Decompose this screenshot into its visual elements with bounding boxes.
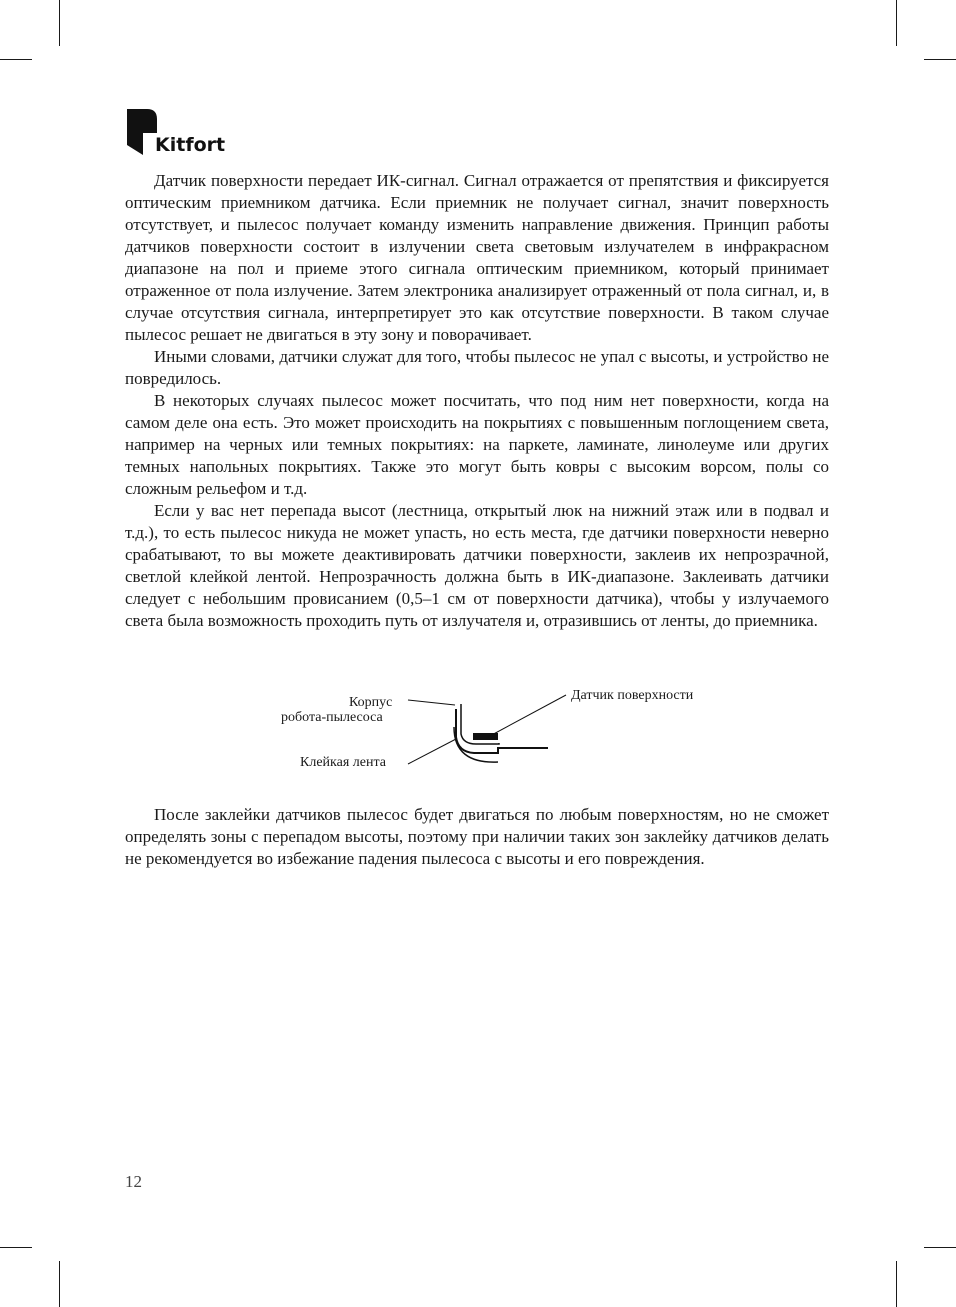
brand-logo bbox=[125, 107, 235, 157]
brand-name: Kitfort bbox=[155, 134, 226, 156]
body-text bbox=[125, 170, 829, 632]
label-sensor: Датчик поверхности bbox=[571, 688, 694, 703]
paragraph: В некоторых случаях пылесос может посчитать, что под ним нет поверхности, когда на самом деле она есть. Это может происходить на покрытиях с повышенным поглощением света, например на черных или темных покрытиях: на паркете, ламинате, линолеуме или других темных напольных покрытиях. Также это могут быть ковры с высоким ворсом, полы со сложным рельефом и т.д. bbox=[125, 391, 829, 498]
label-body-line1: Корпус bbox=[349, 695, 393, 710]
crop-mark bbox=[896, 0, 897, 46]
crop-mark bbox=[59, 0, 60, 46]
crop-mark bbox=[0, 59, 32, 60]
crop-mark bbox=[896, 1261, 897, 1307]
paragraph: Если у вас нет перепада высот (лестница, открытый люк на нижний этаж или в подвал и т.д.), то есть пылесос никуда не может упасть, но есть места, где датчики поверхности неверно срабатывают, то вы можете деактивировать датчики поверхности, заклеив их непрозрачной, светлой клейкой лентой. Непрозрачность должна быть в ИК-диапазоне. Заклеивать датчики следует с небольшим провисанием (0,5–1 см от поверхности датчика), чтобы у излучаемого света была возможность проходить путь от излучателя и, отразившись от ленты, до приемника. bbox=[125, 501, 829, 630]
crop-mark bbox=[0, 1247, 32, 1248]
kitfort-logo-icon bbox=[125, 107, 159, 157]
body-text-after bbox=[125, 804, 829, 870]
page-number: 12 bbox=[125, 1172, 142, 1191]
sensor-diagram bbox=[270, 682, 730, 792]
crop-mark bbox=[59, 1261, 60, 1307]
label-body-line2: робота-пылесоса bbox=[281, 710, 383, 725]
paragraph: Иными словами, датчики служат для того, чтобы пылесос не упал с высоты, и устройство не повредилось. bbox=[125, 347, 829, 388]
paragraph: После заклейки датчиков пылесос будет двигаться по любым поверхностям, но не сможет определять зоны с перепадом высоты, поэтому при наличии таких зон заклейку датчиков делать не рекомендуется во избежание падения пылесоса с высоты и его повреждения. bbox=[125, 805, 829, 868]
crop-mark bbox=[924, 59, 956, 60]
crop-mark bbox=[924, 1247, 956, 1248]
paragraph: Датчик поверхности передает ИК-сигнал. Сигнал отражается от препятствия и фиксируется оптическим приемником датчика. Если приемник не получает сигнал, значит поверхность отсутствует, и пылесос получает команду изменить направление движения. Принцип работы датчиков поверхности состоит в излучении света световым излучателем в инфракрасном диапазоне на пол и приеме этого сигнала оптическим приемником, который принимает отраженное от пола излучение. Затем электроника анализирует отраженный от пола сигнал, и, в случае отсутствия сигнала, интерпретирует это как отсутствие поверхности. В таком случае пылесос решает не двигаться в эту зону и поворачивает. bbox=[125, 171, 829, 344]
label-tape: Клейкая лента bbox=[300, 755, 386, 770]
